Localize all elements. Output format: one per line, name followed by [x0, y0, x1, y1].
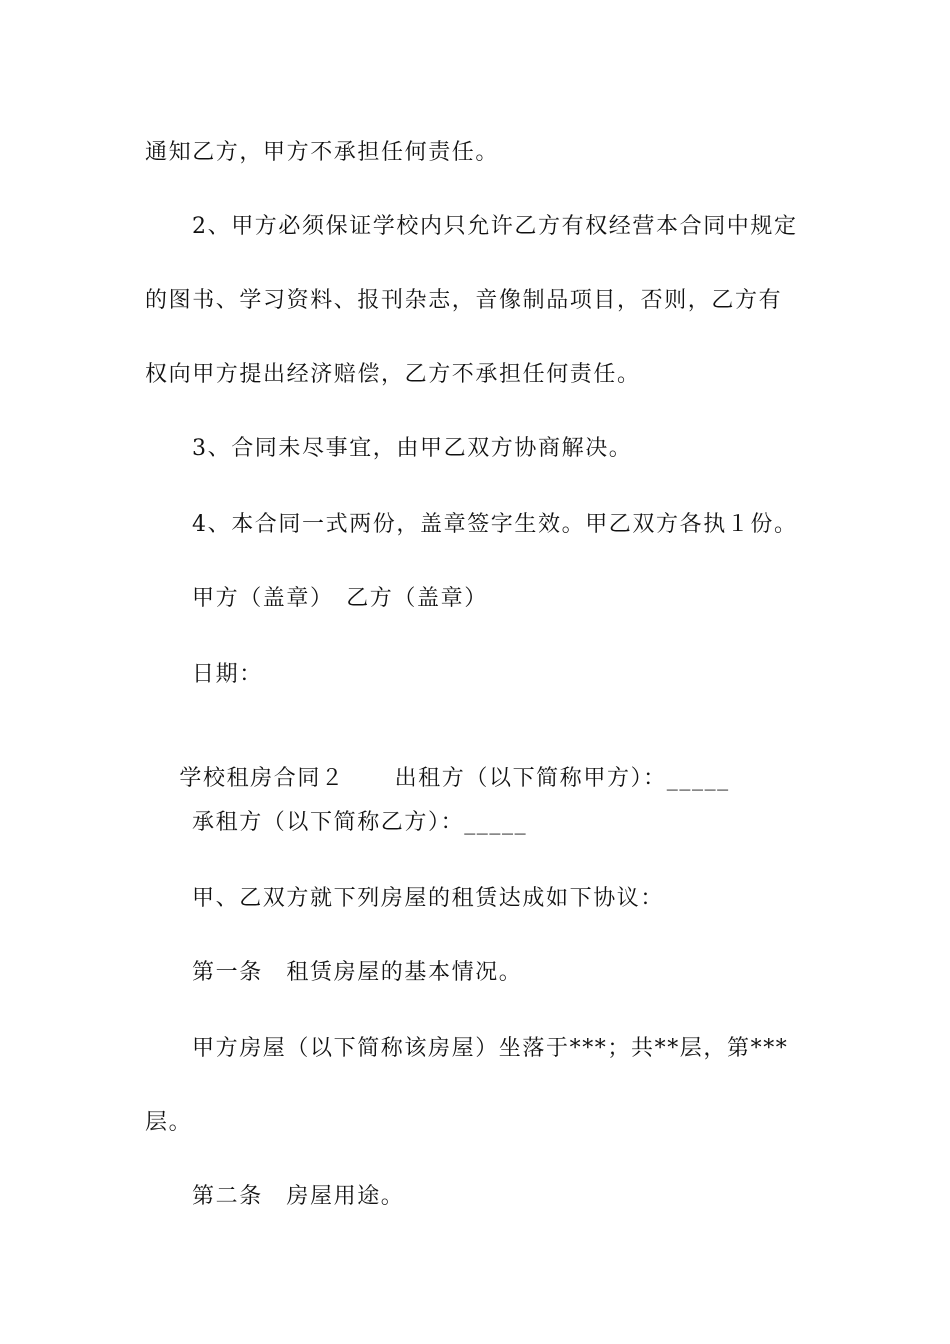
paragraph-line: 权向甲方提出经济赔偿，乙方不承担任何责任。: [145, 362, 641, 387]
paragraph-line: 4、本合同一式两份，盖章签字生效。甲乙双方各执１份。: [192, 512, 798, 537]
paragraph-line: 3、合同未尽事宜，由甲乙双方协商解决。: [192, 436, 633, 461]
paragraph-line: 2、甲方必须保证学校内只允许乙方有权经营本合同中规定: [192, 214, 798, 239]
paragraph-line: 层。: [145, 1110, 193, 1135]
paragraph-line: 甲方房屋（以下简称该房屋）坐落于***；共**层，第***: [192, 1036, 789, 1061]
date-line: 日期：: [192, 662, 263, 687]
section-title: 学校租房合同２: [179, 766, 345, 791]
paragraph-line: 的图书、学习资料、报刊杂志，音像制品项目，否则，乙方有: [145, 288, 783, 313]
paragraph-line: 通知乙方，甲方不承担任何责任。: [145, 140, 500, 165]
article-heading: 第二条 房屋用途。: [192, 1184, 405, 1209]
lessor-line: 出租方（以下简称甲方）：_____: [394, 766, 730, 791]
lessee-line: 承租方（以下简称乙方）：_____: [192, 810, 528, 835]
article-heading: 第一条 租赁房屋的基本情况。: [192, 960, 523, 985]
paragraph-line: 甲、乙双方就下列房屋的租赁达成如下协议：: [192, 886, 665, 911]
signature-line: 甲方（盖章） 乙方（盖章）: [192, 586, 488, 611]
